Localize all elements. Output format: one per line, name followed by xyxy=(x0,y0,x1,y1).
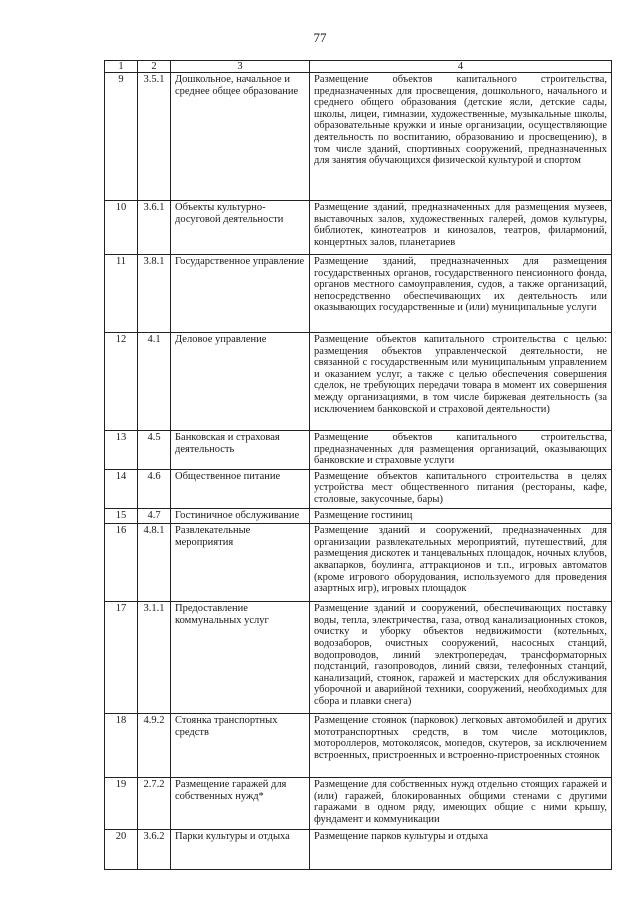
use-code: 3.1.1 xyxy=(138,602,171,714)
use-description: Размещение для собственных нужд отдельно стоящих гаражей и (или) гаражей, блокированных общими стенами с другими гаражами в одном ряду, имеющих общие с ними крышу, фундамент и коммуникации xyxy=(310,778,612,830)
table-row xyxy=(105,73,612,201)
use-code: 4.7 xyxy=(138,508,171,524)
header-cell-1: 1 xyxy=(105,61,138,73)
use-name: Государственное управление xyxy=(171,255,310,333)
table-row xyxy=(105,333,612,431)
use-code: 4.9.2 xyxy=(138,714,171,778)
use-name: Банковская и страховая деятельность xyxy=(171,431,310,470)
use-name: Дошкольное, начальное и среднее общее образование xyxy=(171,73,310,201)
use-name: Стоянка транспортных средств xyxy=(171,714,310,778)
table-row xyxy=(105,201,612,255)
use-description: Размещение зданий и сооружений, обеспечивающих поставку воды, тепла, электричества, газа, отвод канализационных стоков, очистку и уборку объектов недвижимости (котельных, водозаборов, очистных сооружений, насосных станций, водопроводов, линий электропередач, трансформаторных подстанций, газопроводов, линий связи, телефонных станций, канализаций, стоянок, гаражей и мастерских для обслуживания уборочной и аварийной техники, сооружений, необходимых для сбора и плавки снега) xyxy=(310,602,612,714)
use-description: Размещение зданий, предназначенных для размещения государственных органов, государственного пенсионного фонда, органов местного самоуправления, судов, а также организаций, непосредственно обеспечивающих их деятельность или оказывающих государственные и (или) муниципальные услуги xyxy=(310,255,612,333)
row-number: 13 xyxy=(105,431,138,470)
header-cell-3: 3 xyxy=(171,61,310,73)
header-cell-4: 4 xyxy=(310,61,612,73)
use-code: 4.6 xyxy=(138,469,171,508)
table-row xyxy=(105,255,612,333)
use-description: Размещение объектов капитального строительства в целях устройства мест общественного питания (рестораны, кафе, столовые, закусочные, бары) xyxy=(310,469,612,508)
use-description: Размещение зданий и сооружений, предназначенных для организации развлекательных мероприятий, путешествий, для размещения дискотек и танцевальных площадок, ночных клубов, аквапарков, боулинга, аттракционов и т.п., игровых автоматов (кроме игрового оборудования, используемого для проведения азартных игр), игровых площадок xyxy=(310,524,612,602)
table-row xyxy=(105,508,612,524)
use-code: 4.5 xyxy=(138,431,171,470)
page-number: 77 xyxy=(313,30,327,45)
use-code: 4.8.1 xyxy=(138,524,171,602)
use-code: 2.7.2 xyxy=(138,778,171,830)
use-name: Развлекательные мероприятия xyxy=(171,524,310,602)
use-description: Размещение парков культуры и отдыха xyxy=(310,830,612,870)
table-row xyxy=(105,714,612,778)
row-number: 17 xyxy=(105,602,138,714)
row-number: 16 xyxy=(105,524,138,602)
use-description: Размещение объектов капитального строительства, предназначенных для просвещения, дошкольного, начального и среднего общего образования (детские ясли, детские сады, школы, лицеи, гимназии, художественные, музыкальные школы, образовательные кружки и иные организации, осуществляющие деятельность по воспитанию, образованию и просвещению), в том числе зданий, спортивных сооружений, предназначенных для занятия обучающихся физической культурой и спортом xyxy=(310,73,612,201)
table-row xyxy=(105,524,612,602)
table-row xyxy=(105,469,612,508)
use-code: 4.1 xyxy=(138,333,171,431)
table-row xyxy=(105,830,612,870)
use-description: Размещение объектов капитального строительства, предназначенных для размещения организаций, оказывающих банковские и страховые услуги xyxy=(310,431,612,470)
row-number: 11 xyxy=(105,255,138,333)
use-name: Предоставление коммунальных услуг xyxy=(171,602,310,714)
use-code: 3.6.2 xyxy=(138,830,171,870)
land-use-table xyxy=(104,60,612,870)
use-name: Парки культуры и отдыха xyxy=(171,830,310,870)
table-row xyxy=(105,602,612,714)
row-number: 20 xyxy=(105,830,138,870)
use-description: Размещение гостиниц xyxy=(310,508,612,524)
header-cell-2: 2 xyxy=(138,61,171,73)
table-header-row xyxy=(105,61,612,73)
use-description: Размещение стоянок (парковок) легковых автомобилей и других мототранспортных средств, в том числе мотоциклов, мотороллеров, мотоколясок, мопедов, скутеров, за исключением встроенных, пристроенных и встроенно-пристроенных стоянок xyxy=(310,714,612,778)
use-name: Деловое управление xyxy=(171,333,310,431)
row-number: 15 xyxy=(105,508,138,524)
use-name: Гостиничное обслуживание xyxy=(171,508,310,524)
table-row xyxy=(105,431,612,470)
row-number: 19 xyxy=(105,778,138,830)
use-name: Размещение гаражей для собственных нужд* xyxy=(171,778,310,830)
row-number: 10 xyxy=(105,201,138,255)
row-number: 12 xyxy=(105,333,138,431)
row-number: 18 xyxy=(105,714,138,778)
use-name: Общественное питание xyxy=(171,469,310,508)
use-code: 3.6.1 xyxy=(138,201,171,255)
use-description: Размещение зданий, предназначенных для размещения музеев, выставочных залов, художественных галерей, домов культуры, библиотек, кинотеатров и кинозалов, театров, филармоний, концертных залов, планетариев xyxy=(310,201,612,255)
use-code: 3.8.1 xyxy=(138,255,171,333)
use-description: Размещение объектов капитального строительства с целью: размещения объектов управленческой деятельности, не связанной с государственным или муниципальным управлением и оказанием услуг, а также с целью обеспечения совершения сделок, не требующих передачи товара в момент их совершения между организациями, в том числе биржевая деятельность (за исключением банковской и страховой деятельности) xyxy=(310,333,612,431)
table-row xyxy=(105,778,612,830)
row-number: 9 xyxy=(105,73,138,201)
use-code: 3.5.1 xyxy=(138,73,171,201)
row-number: 14 xyxy=(105,469,138,508)
use-name: Объекты культурно-досуговой деятельности xyxy=(171,201,310,255)
